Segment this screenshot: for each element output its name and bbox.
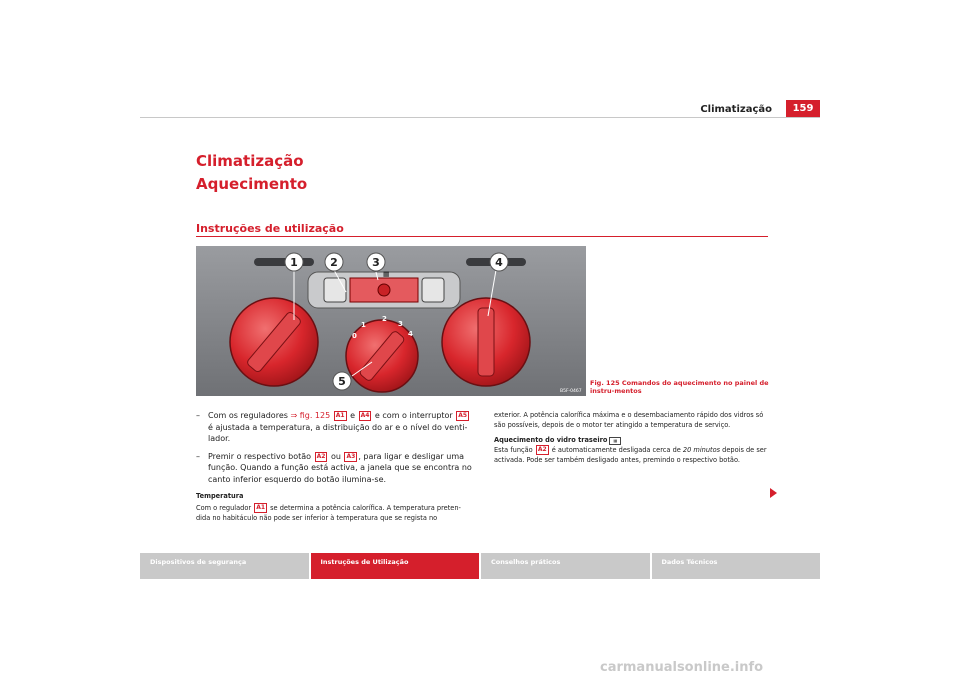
bullet-1-text-start: Com os reguladores bbox=[208, 411, 291, 420]
tab-dispositivos-de-seguranca[interactable]: Dispositivos de segurança bbox=[140, 553, 309, 579]
callout-3 bbox=[367, 253, 385, 271]
rear-window-subheading bbox=[494, 435, 770, 445]
temperature-paragraph bbox=[196, 503, 472, 523]
rear-window-paragraph bbox=[494, 445, 770, 465]
svg-text:1: 1 bbox=[290, 256, 298, 269]
watermark: carmanualsonline.info bbox=[600, 660, 764, 675]
temperature-text-start: Com o regulador bbox=[196, 503, 254, 512]
ref-badge-1-temp: A1 bbox=[256, 503, 266, 511]
bullet-2-text-start: Premir o respectivo botão bbox=[208, 451, 314, 461]
fan-dial-number-2: 2 bbox=[382, 315, 387, 323]
bullet-2-text-end: , para ligar e desligar uma função. Quando a função está activa, a janela que se encontra no canto inferior esquerdo do botão ilumina-se. bbox=[208, 451, 472, 484]
running-header-title: Climatização bbox=[700, 104, 772, 115]
temperature-subheading: Temperatura bbox=[196, 492, 244, 500]
instruction-bullet-2: – Premir o respectivo botão A2 ou A3 , para ligar e desligar uma função. Quando a função está activa, a janela que se encontra no canto inferior esquerdo do botão ilumina-se. bbox=[196, 451, 472, 484]
left-air-vent bbox=[254, 258, 314, 266]
rear-text-middle: é automaticamente desligada cerca de bbox=[549, 446, 683, 454]
rear-window-heat-icon: ▦ bbox=[383, 270, 390, 278]
rear-text-start: Esta função bbox=[494, 446, 535, 454]
ref-badge-2: A2 bbox=[316, 452, 326, 460]
rear-window-title: Aquecimento do vidro traseiro bbox=[494, 436, 608, 444]
tab-instrucoes-de-utilizacao[interactable]: Instruções de Utilização bbox=[311, 553, 480, 579]
heating-controls-figure bbox=[196, 246, 586, 396]
svg-text:4: 4 bbox=[495, 256, 503, 269]
ref-badge-1: A1 bbox=[335, 412, 345, 419]
ref-badge-4: A4 bbox=[360, 412, 370, 419]
left-push-button bbox=[324, 278, 346, 302]
callout-1 bbox=[285, 253, 303, 271]
callout-2 bbox=[325, 253, 343, 271]
rear-window-heat-icon: ▦ bbox=[609, 437, 621, 445]
instruction-bullet-1: – Com os reguladores ⇒ fig. 125 A1 e A4 e com o interruptor A5 é ajustada a temperatura, a distribuição do ar e o nível do venti-lador. bbox=[196, 411, 468, 443]
tab-conselhos-praticos[interactable]: Conselhos práticos bbox=[481, 553, 650, 579]
fan-dial-number-1: 1 bbox=[361, 321, 366, 329]
temperature-continued-paragraph: exterior. A potência calorífica máxima e o desembaciamento rápido dos vidros só são possíveis, depois de o motor ter atingido a temperatura de serviço. bbox=[494, 411, 764, 429]
text-column-right bbox=[494, 410, 770, 465]
fan-dial-number-0: 0 bbox=[352, 332, 357, 340]
next-page-arrow-icon[interactable] bbox=[770, 488, 777, 498]
svg-text:5: 5 bbox=[338, 375, 346, 388]
fan-dial-number-4: 4 bbox=[408, 330, 413, 338]
figure-reference-link[interactable]: ⇒ fig. 125 bbox=[290, 411, 331, 420]
air-distribution-knob-grip bbox=[478, 308, 494, 376]
figure-code: B5F-0467 bbox=[560, 389, 582, 394]
fan-dial-number-3: 3 bbox=[398, 320, 403, 328]
tab-dados-tecnicos[interactable]: Dados Técnicos bbox=[652, 553, 821, 579]
temperature-text-end: se determina a potência calorífica. A temperatura preten-dida no habitáculo não pode ser inferior à temperatura que se regista no bbox=[196, 503, 461, 522]
svg-text:2: 2 bbox=[330, 256, 338, 269]
callout-5 bbox=[333, 372, 351, 390]
text-column-left bbox=[196, 410, 472, 523]
chapter-title: Climatização bbox=[196, 152, 304, 170]
page-number: 159 bbox=[786, 100, 820, 118]
footer-nav bbox=[140, 553, 820, 579]
header-rule bbox=[140, 117, 820, 118]
svg-text:3: 3 bbox=[372, 256, 380, 269]
bullet-2-or: ou bbox=[328, 451, 344, 461]
bullet-1-middle: e com o interruptor bbox=[372, 411, 456, 420]
ref-badge-5: A5 bbox=[458, 412, 468, 419]
subsection-title: Instruções de utilização bbox=[196, 222, 344, 235]
right-push-button bbox=[422, 278, 444, 302]
section-title: Aquecimento bbox=[196, 175, 308, 193]
rear-text-end: depois de ser activada. Pode ser também desligado antes, premindo o respectivo botão. bbox=[494, 446, 767, 464]
figure-caption: Fig. 125 Comandos do aquecimento no painel de instru-mentos bbox=[590, 379, 769, 395]
rear-duration: 20 minutos bbox=[682, 446, 721, 454]
ref-badge-3: A3 bbox=[346, 452, 356, 460]
callout-4 bbox=[490, 253, 508, 271]
ref-badge-2-rear: A2 bbox=[537, 446, 547, 453]
center-switch bbox=[378, 284, 390, 296]
subsection-rule bbox=[196, 236, 768, 237]
bullet-1-text-end: é ajustada a temperatura, a distribuição do ar e o nível do venti-lador. bbox=[208, 422, 468, 443]
bullet-1-and: e bbox=[347, 411, 358, 420]
